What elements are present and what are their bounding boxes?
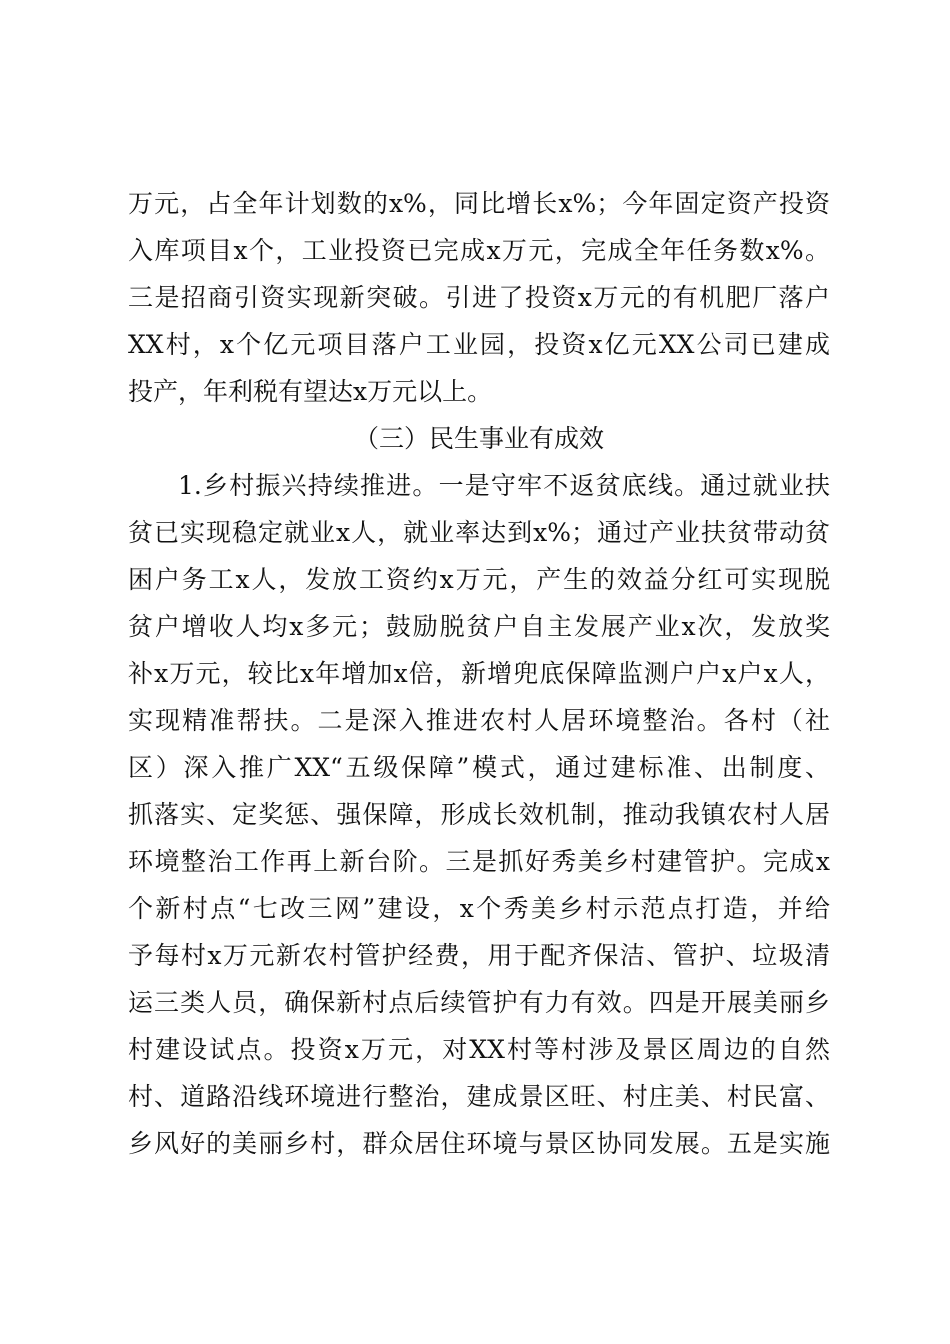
text-line: 环境整治工作再上新台阶。三是抓好秀美乡村建管护。完成x [128, 847, 830, 876]
text-line: 三是招商引资实现新突破。引进了投资x万元的有机肥厂落户 [128, 283, 830, 312]
text-line: XX村，x个亿元项目落户工业园，投资x亿元XX公司已建成 [128, 330, 830, 359]
paragraph-investment-continued [128, 180, 830, 415]
section-heading: （三）民生事业有成效 [353, 424, 604, 453]
text-line: 村、道路沿线环境进行整治，建成景区旺、村庄美、村民富、 [128, 1082, 830, 1111]
text-line: 区）深入推广XX“五级保障”模式，通过建标准、出制度、 [128, 753, 830, 782]
text-line: 抓落实、定奖惩、强保障，形成长效机制，推动我镇农村人居 [128, 800, 830, 829]
text-line: 村建设试点。投资x万元，对XX村等村涉及景区周边的自然 [128, 1035, 830, 1064]
text-line: 个新村点“七改三网”建设，x个秀美乡村示范点打造，并给 [128, 894, 830, 923]
text-line: 贫户增收人均x多元；鼓励脱贫户自主发展产业x次，发放奖 [128, 612, 830, 641]
text-line: 予每村x万元新农村管护经费，用于配齐保洁、管护、垃圾清 [128, 941, 830, 970]
text-line: 乡风好的美丽乡村，群众居住环境与景区协同发展。五是实施 [128, 1129, 830, 1158]
text-line: 贫已实现稳定就业x人，就业率达到x%；通过产业扶贫带动贫 [128, 518, 830, 547]
text-line: 投产，年利税有望达x万元以上。 [128, 377, 493, 406]
text-line: 入库项目x个，工业投资已完成x万元，完成全年任务数x%。 [128, 236, 830, 265]
text-line: 实现精准帮扶。二是深入推进农村人居环境整治。各村（社 [128, 706, 830, 735]
text-line: 补x万元，较比x年增加x倍，新增兜底保障监测户户x户x人， [128, 659, 830, 688]
text-line: 1.乡村振兴持续推进。一是守牢不返贫底线。通过就业扶 [178, 471, 830, 500]
text-line: 困户务工x人，发放工资约x万元，产生的效益分红可实现脱 [128, 565, 830, 594]
text-line: 运三类人员，确保新村点后续管护有力有效。四是开展美丽乡 [128, 988, 830, 1017]
document-body [128, 180, 830, 1167]
text-line: 万元，占全年计划数的x%，同比增长x%；今年固定资产投资 [128, 189, 830, 218]
paragraph-rural-revitalization [128, 462, 830, 1167]
